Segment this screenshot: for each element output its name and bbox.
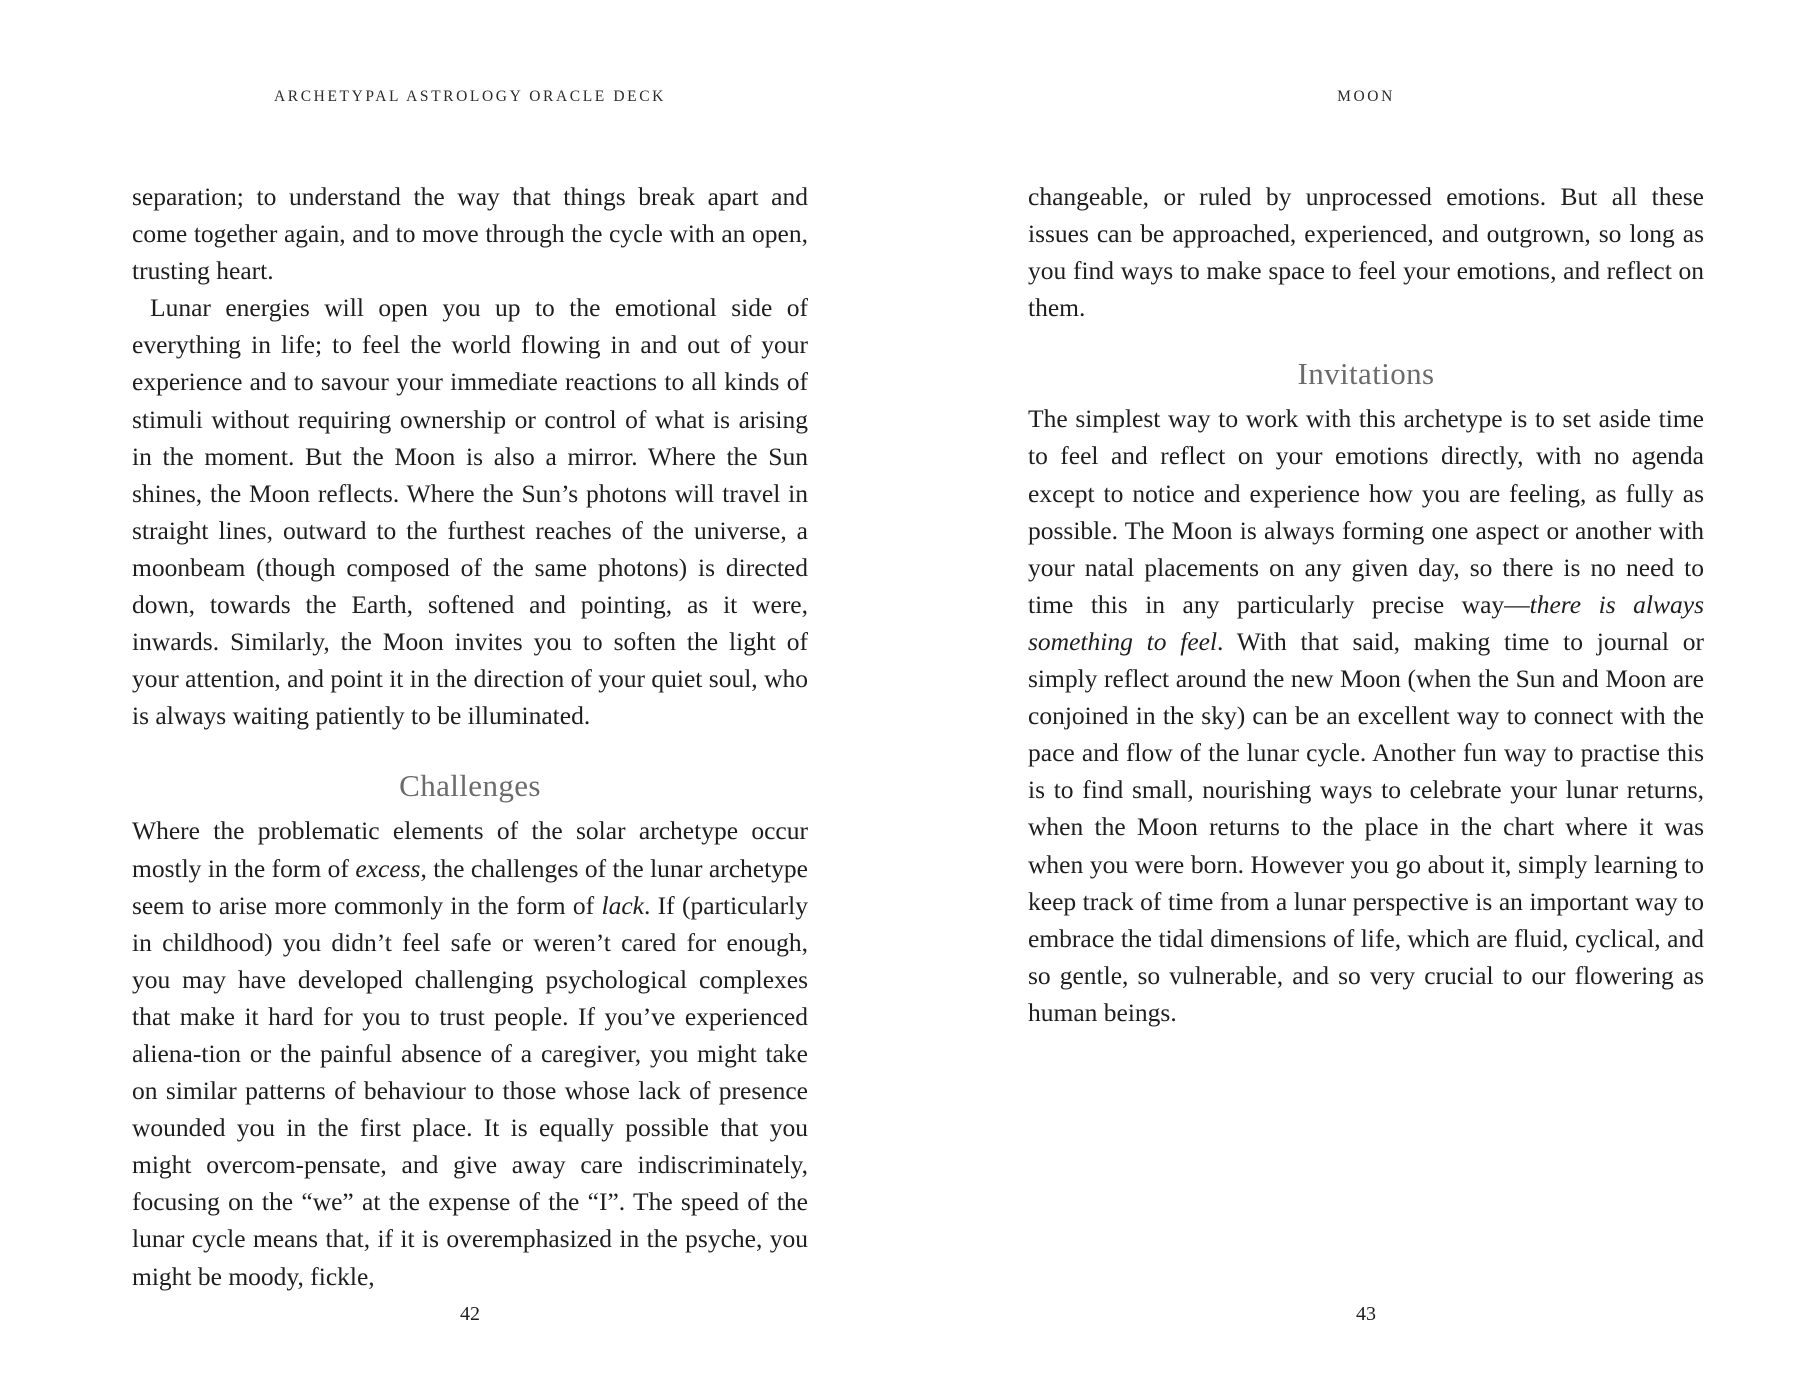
right-body-text (1028, 178, 1704, 1031)
left-page (132, 0, 808, 1395)
paragraph-continuation-right: changeable, or ruled by unprocessed emotions. But all these issues can be approached, experienced, and outgrown, so long as you find ways to make space to feel your emotions, and reflect on them. (1028, 182, 1704, 323)
page-number-right: 43 (1356, 1303, 1376, 1325)
right-page (1028, 0, 1704, 1395)
heading-invitations: Invitations (1297, 356, 1435, 392)
challenges-text-2: , the challenges of the lunar archetype seem to arise more commonly in the form of (132, 853, 808, 920)
page-number-left: 42 (460, 1303, 480, 1325)
running-head-left: ARCHETYPAL ASTROLOGY ORACLE DECK (274, 88, 666, 105)
left-body-text (132, 178, 808, 1295)
paragraph-invitations (1028, 400, 1704, 1031)
challenges-emphasis-excess: excess (355, 853, 421, 883)
invitations-text-2: . With that said, making time to journal or simply reflect around the new Moon (when the Sun and Moon are conjoined in the sky) can be an excellent way to connect with the pace and flow of the lunar cycle. Another fun way to practise this is to find small, nourishing ways to celebrate your lunar returns, when the Moon returns to the place in the chart where it was when you were born. However you go about it, simply learning to keep track of time from a lunar perspective is an important way to embrace the tidal dimensions of life, which are fluid, cyclical, and so gentle, so vulnerable, and so very crucial to our flowering as human beings. (1028, 626, 1705, 1027)
paragraph-lunar-energies: Lunar energies will open you up to the emotional side of everything in life; to feel the world flowing in and out of your experience and to savour your immediate reactions to all kinds of stimuli without requiring ownership or control of what is arising in the moment. But the Moon is also a mirror. Where the Sun shines, the Moon reflects. Where the Sun’s photons will travel in straight lines, outward to the furthest reaches of the universe, a moonbeam (though composed of the same photons) is directed down, towards the Earth, softened and pointing, as it were, inwards. Similarly, the Moon invites you to soften the light of your attention, and point it in the direction of your quiet soul, who is always waiting patiently to be illuminated. (132, 293, 808, 731)
paragraph-continuation: separation; to understand the way that things break apart and come together again, and to move through the cycle with an open, trusting heart. (132, 182, 808, 286)
invitations-emphasis: there is always something to feel (1028, 589, 1704, 656)
challenges-emphasis-lack: lack (601, 890, 644, 920)
heading-challenges: Challenges (399, 768, 541, 804)
paragraph-challenges (132, 812, 808, 1294)
running-head-right: MOON (1337, 88, 1395, 105)
challenges-text-3: . If (particularly in childhood) you didn’t feel safe or weren’t cared for enough, you may have developed challenging psychological complexes that make it hard for you to trust people. If you’ve experienced aliena-tion or the painful absence of a caregiver, you might take on similar patterns of behaviour to those whose lack of presence wounded you in the first place. It is equally possible that you might overcom-pensate, and give away care indiscriminately, focusing on the “we” at the expense of the “I”. The speed of the lunar cycle means that, if it is overemphasized in the psyche, you might be moody, fickle, (132, 890, 808, 1291)
challenges-text-1: Where the problematic elements of the solar archetype occur mostly in the form of (132, 816, 808, 883)
invitations-text-1: The simplest way to work with this archetype is to set aside time to feel and reflect on your emotions directly, with no agenda except to notice and experience how you are feeling, as fully as possible. The Moon is always forming one aspect or another with your natal placements on any given day, so there is no need to time this in any particularly precise way— (1028, 404, 1704, 619)
